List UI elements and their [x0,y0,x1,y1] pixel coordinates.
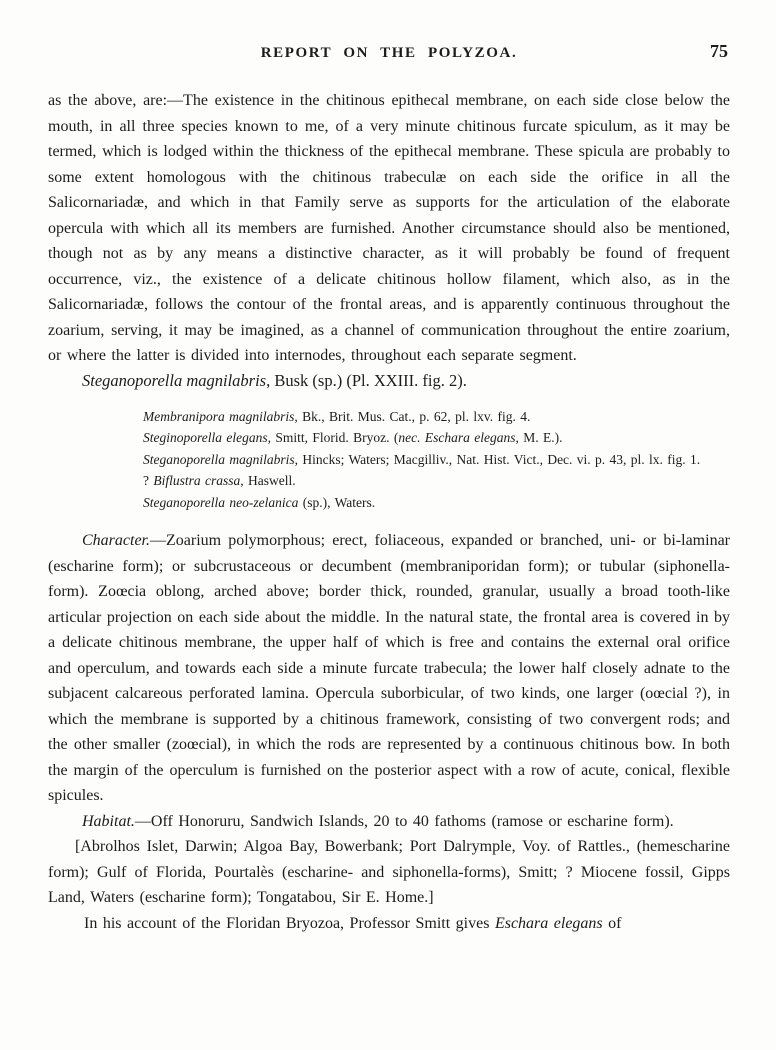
closing-species-name: Eschara elegans [494,914,603,932]
synonym-name: Biflustra crassa [153,473,241,488]
synonymy-list [143,406,730,514]
habitat-paragraph [48,809,730,835]
synonym-reference: , Haswell. [240,473,296,488]
synonymy-entry [143,470,730,492]
character-label: Character. [82,532,150,549]
species-heading [82,369,730,393]
synonymy-entry [143,427,730,449]
closing-text-post: of [602,914,622,932]
species-name: Steganoporella magnilabris [82,370,267,390]
closing-paragraph [48,911,730,937]
intro-paragraph: as the above, are:—The existence in the chitinous epithecal membrane, on each side close below the mouth, in all three species known to me, of a very minute chitinous furcate spiculum, as it may be termed, which is lodged within the thickness of the epithecal membrane. These spicula are probably to some extent homologous with the chitinous trabeculæ on each side the orifice in all the Salicornariadæ, and which in that Family serve as supports for the articulation of the elaborate opercula with which all its members are furnished. Another circumstance should also be mentioned, though not as by any means a distinctive character, as it will probably be found of frequent occurrence, viz., the existence of a delicate chitinous hollow filament, which also, as in the Salicornariadæ, follows the contour of the frontal areas, and is apparently continuous throughout the zoarium, serving, it may be imagined, as a channel of communication throughout the entire zoarium, or where the latter is divided into internodes, throughout each separate segment. [48,92,730,364]
synonym-reference: , Smitt, Florid. Bryoz. ( [267,430,399,445]
species-heading-rest: , Busk (sp.) (Pl. XXIII. fig. 2). [266,370,467,390]
habitat-label: Habitat. [82,812,135,830]
character-paragraph [48,528,730,809]
synonym-name: Steganoporella magnilabris [143,451,295,467]
habitat-text: —Off Honoruru, Sandwich Islands, 20 to 40 fathoms (ramose or escharine form). [134,812,674,830]
synonymy-entry [143,449,730,471]
synonym-reference: , Hincks; Waters; Macgilliv., Nat. Hist. Vict., Dec. vi. p. 43, pl. lx. fig. 1. [294,451,701,467]
synonym-name: Steginoporella elegans [143,430,268,445]
synonym-name: Membranipora magnilabris [143,408,295,424]
synonym-name-secondary: nec. Eschara elegans [398,430,516,445]
page-number: 75 [710,41,728,61]
synonym-reference: , Bk., Brit. Mus. Cat., p. 62, pl. lxv. fig. 4. [294,408,531,424]
distribution-note: [Abrolhos Islet, Darwin; Algoa Bay, Bowerbank; Port Dalrymple, Voy. of Rattles., (hemescharine form); Gulf of Florida, Pourtalès (escharine- and siphonella-forms), Smitt; ? Miocene fossil, Gipps Land, Waters (escharine form); Tongatabou, Sir E. Home.] [48,838,730,906]
page-header [48,41,730,68]
synonym-prefix: ? [143,473,154,488]
running-title: REPORT ON THE POLYZOA. [260,45,518,61]
synonym-reference: (sp.), Waters. [298,494,376,510]
synonymy-entry [143,492,730,514]
character-text: —Zoarium polymorphous; erect, foliaceous, expanded or branched, uni- or bi-laminar (escharine form); or subcrustaceous or decumbent (membraniporidan form); or tubular (siphonella-form). Zoœcia oblong, arched above; border thick, rounded, granular, usually a broad tooth-like articular projection on each side about the middle. In the natural state, the frontal area is covered in by a delicate chitinous membrane, the upper half of which is free and contains the external oral orifice and operculum, and towards each side a minute furcate trabecula; the lower half closely adnate to the subjacent calcareous perforated lamina. Opercula suborbicular, of two kinds, one larger (oœcial ?), in which the membrane is supported by a chitinous framework, consisting of two convergent rods; and the other smaller (zoœcial), in which the rods are represented by a continuous chitinous bow. In both the margin of the operculum is furnished on the posterior aspect with a row of acute, conical, flexible spicules. [48,532,730,804]
synonym-name: Steganoporella neo-zelanica [143,494,299,510]
synonymy-entry [143,406,730,428]
synonym-reference-tail: , M. E.). [515,430,563,445]
closing-text-pre: In his account of the Floridan Bryozoa, Professor Smitt gives [84,914,495,932]
